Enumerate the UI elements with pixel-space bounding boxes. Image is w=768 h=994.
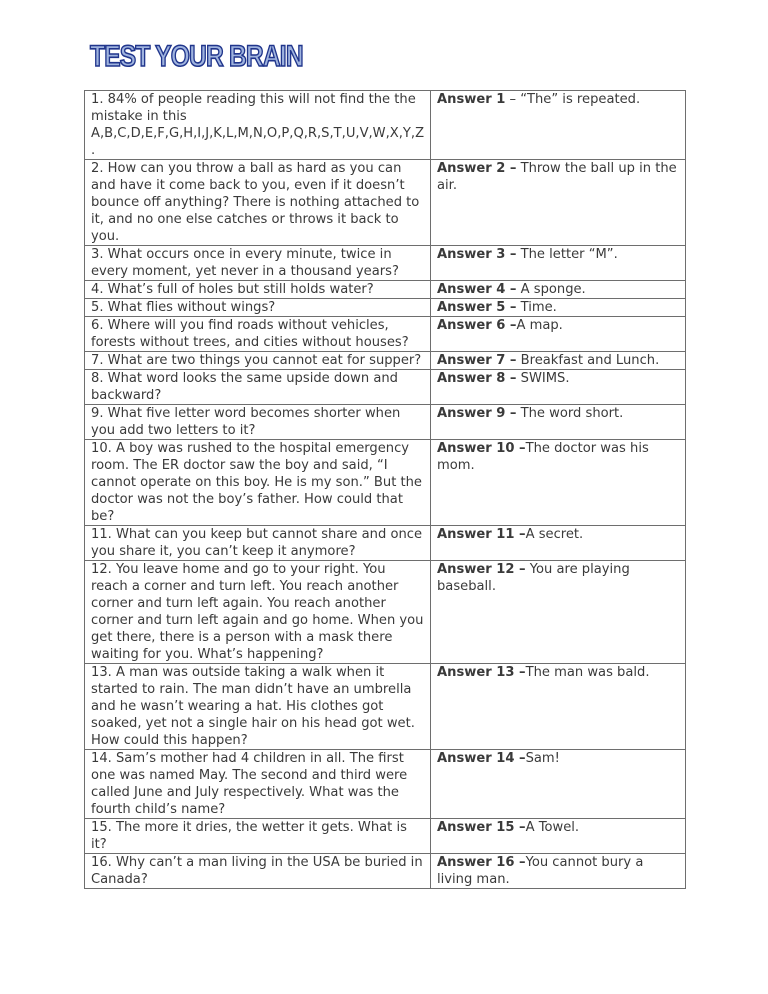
answer-label: Answer 11 – [437, 527, 526, 542]
answer-label: Answer 14 – [437, 751, 526, 766]
table-row [85, 317, 686, 352]
question-cell: 13. A man was outside taking a walk when it started to rain. The man didn’t have an umbrella and he wasn’t wearing a hat. His clothes got soaked, yet not a single hair on his head got wet. How could this happen? [85, 664, 431, 750]
answer-label: Answer 8 – [437, 371, 517, 386]
answer-cell [431, 561, 686, 664]
answer-label: Answer 2 – [437, 161, 517, 176]
answer-text: The word short. [516, 406, 624, 421]
answer-text: Time. [516, 300, 557, 315]
question-cell: 7. What are two things you cannot eat for supper? [85, 352, 431, 370]
answer-cell [431, 352, 686, 370]
answer-label: Answer 10 – [437, 441, 526, 456]
answer-cell [431, 160, 686, 246]
table-row [85, 281, 686, 299]
table-row [85, 526, 686, 561]
answer-text: A sponge. [516, 282, 586, 297]
answer-text: You cannot bury a living man. [437, 855, 644, 887]
answer-label: Answer 16 – [437, 855, 526, 870]
table-row [85, 664, 686, 750]
answer-label: Answer 6 – [437, 318, 517, 333]
question-cell: 15. The more it dries, the wetter it gets. What is it? [85, 819, 431, 854]
answer-label: Answer 5 – [437, 300, 517, 315]
table-row [85, 299, 686, 317]
question-cell: 9. What five letter word becomes shorter when you add two letters to it? [85, 405, 431, 440]
answer-cell [431, 819, 686, 854]
question-cell: 11. What can you keep but cannot share and once you share it, you can’t keep it anymore? [85, 526, 431, 561]
table-row [85, 819, 686, 854]
answer-label: Answer 13 – [437, 665, 526, 680]
question-cell: 3. What occurs once in every minute, twice in every moment, yet never in a thousand years? [85, 246, 431, 281]
question-cell: 10. A boy was rushed to the hospital emergency room. The ER doctor saw the boy and said, “I cannot operate on this boy. He is my son.” But the doctor was not the boy’s father. How could that be? [85, 440, 431, 526]
answer-label: Answer 12 – [437, 562, 526, 577]
answer-text: A Towel. [525, 820, 580, 835]
answer-text: A map. [516, 318, 563, 333]
question-cell: 12. You leave home and go to your right. You reach a corner and turn left. You reach another corner and turn left again. You reach another corner and turn left again and go home. When you get there, there is a person with a mask there waiting for you. What’s happening? [85, 561, 431, 664]
answer-text: You are playing baseball. [437, 562, 630, 594]
table-row [85, 246, 686, 281]
answer-label: Answer 9 – [437, 406, 517, 421]
table-row [85, 91, 686, 160]
answer-cell [431, 750, 686, 819]
question-cell: 14. Sam’s mother had 4 children in all. The first one was named May. The second and third were called June and July respectively. What was the fourth child’s name? [85, 750, 431, 819]
page-title: TEST YOUR BRAIN [90, 40, 303, 73]
answer-text: The man was bald. [525, 665, 650, 680]
answer-cell [431, 440, 686, 526]
answer-cell [431, 664, 686, 750]
riddle-table [84, 90, 686, 889]
answer-text: The doctor was his mom. [437, 441, 649, 473]
answer-text: The letter “M”. [516, 247, 618, 262]
question-cell: 8. What word looks the same upside down and backward? [85, 370, 431, 405]
answer-text: SWIMS. [516, 371, 570, 386]
question-cell: 1. 84% of people reading this will not find the the mistake in this A,B,C,D,E,F,G,H,I,J,K,L,M,N,O,P,Q,R,S,T,U,V,W,X,Y,Z. [85, 91, 431, 160]
table-row [85, 750, 686, 819]
answer-label: Answer 15 – [437, 820, 526, 835]
table-row [85, 160, 686, 246]
table-row [85, 370, 686, 405]
table-row [85, 440, 686, 526]
answer-label: Answer 7 – [437, 353, 517, 368]
answer-text: Breakfast and Lunch. [516, 353, 660, 368]
answer-label: Answer 3 – [437, 247, 517, 262]
answer-cell [431, 370, 686, 405]
answer-cell [431, 246, 686, 281]
question-cell: 16. Why can’t a man living in the USA be buried in Canada? [85, 854, 431, 889]
answer-cell [431, 91, 686, 160]
answer-text: Throw the ball up in the air. [437, 161, 677, 193]
answer-cell [431, 299, 686, 317]
question-cell: 6. Where will you find roads without vehicles, forests without trees, and cities without houses? [85, 317, 431, 352]
riddle-table-body [85, 91, 686, 889]
answer-cell [431, 526, 686, 561]
question-cell: 5. What flies without wings? [85, 299, 431, 317]
question-cell: 2. How can you throw a ball as hard as you can and have it come back to you, even if it doesn’t bounce off anything? There is nothing attached to it, and no one else catches or throws it back to you. [85, 160, 431, 246]
answer-label: Answer 1 [437, 92, 506, 107]
question-cell: 4. What’s full of holes but still holds water? [85, 281, 431, 299]
table-row [85, 561, 686, 664]
table-row [85, 405, 686, 440]
table-row [85, 352, 686, 370]
table-row [85, 854, 686, 889]
answer-cell [431, 854, 686, 889]
answer-cell [431, 281, 686, 299]
answer-text: A secret. [525, 527, 584, 542]
answer-text: – “The” is repeated. [505, 92, 641, 107]
answer-text: Sam! [525, 751, 560, 766]
answer-label: Answer 4 – [437, 282, 517, 297]
answer-cell [431, 317, 686, 352]
answer-cell [431, 405, 686, 440]
